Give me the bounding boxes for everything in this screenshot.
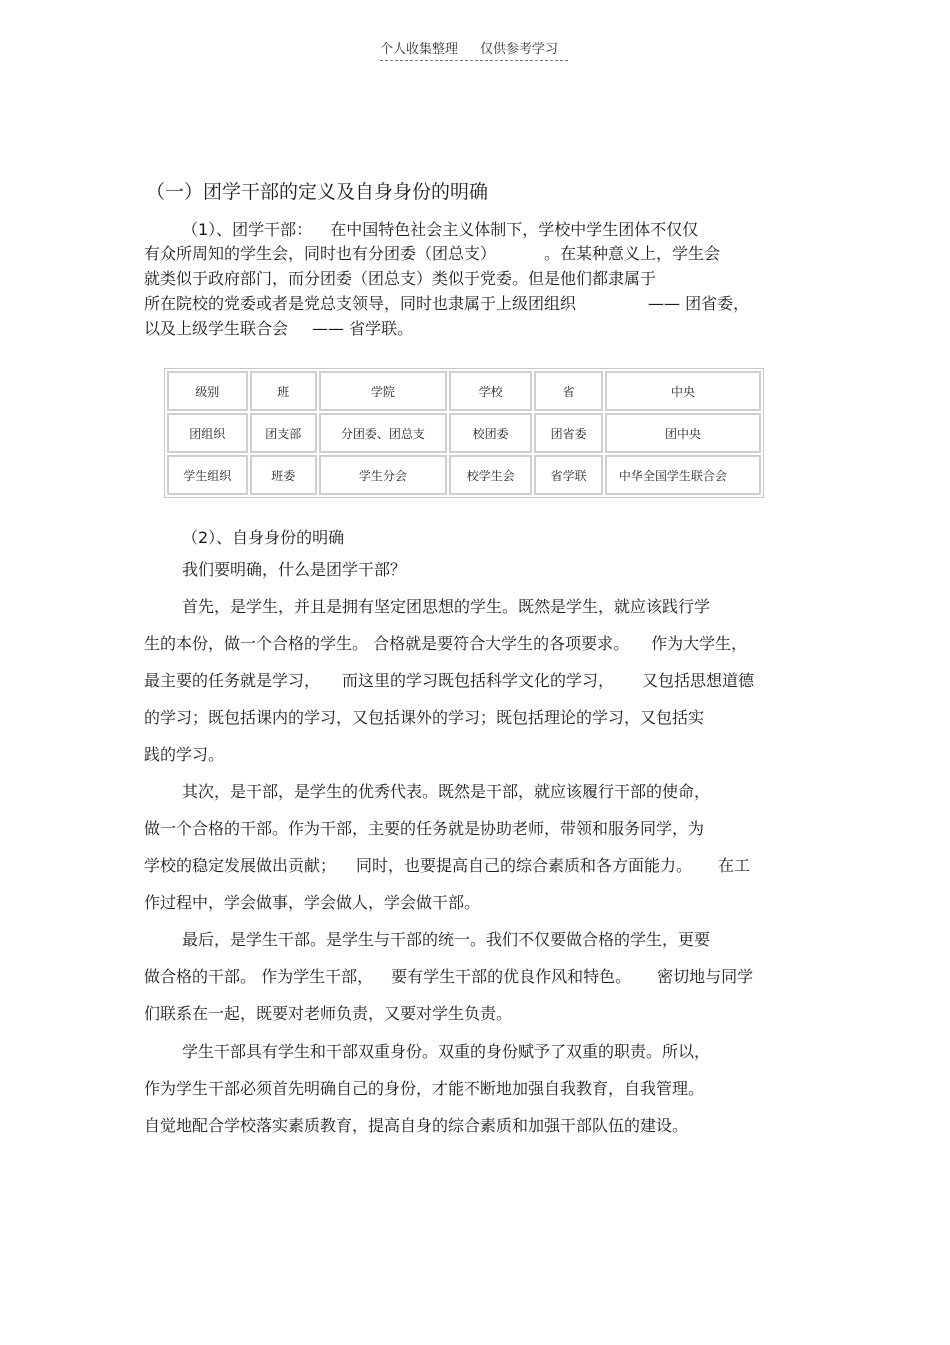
table-cell: 班委 (250, 455, 317, 495)
intro-text: 有众所周知的学生会，同时也有分团委（团总支） (144, 244, 497, 263)
intro-line-1 (182, 220, 698, 240)
intro-label: （1）、团学干部： (182, 220, 313, 239)
p1-text: 最主要的任务就是学习， (144, 671, 321, 690)
intro-line-2 (144, 244, 720, 264)
intro-line-3: 就类似于政府部门，而分团委（团总支）类似于党委。但是他们都隶属于 (144, 269, 657, 288)
table-cell: 团省委 (534, 413, 602, 453)
table-cell: 省 (534, 371, 602, 411)
table-row (167, 371, 761, 411)
table-cell: 学生分会 (319, 455, 447, 495)
p1-text: 又包括思想道德 (642, 671, 755, 690)
p4-line: 自觉地配合学校落实素质教育，提高自身的综合素质和加强干部队伍的建设。 (144, 1116, 689, 1135)
table-cell: 级别 (167, 371, 248, 411)
p2-line (144, 856, 750, 876)
p1-line: 首先，是学生，并且是拥有坚定团思想的学生。既然是学生，就应该践行学 (182, 597, 711, 616)
p1-line (144, 634, 747, 654)
intro-text: 以及上级学生联合会 (144, 319, 289, 338)
p1-text: 生的本份，做一个合格的学生。 合格就是要符合大学生的各项要求。 (144, 634, 630, 653)
table-cell: 团中央 (605, 413, 761, 453)
p2-line: 其次，是干部，是学生的优秀代表。既然是干部，就应该履行干部的使命， (182, 782, 711, 801)
table-cell: 班 (250, 371, 317, 411)
part2-question: 我们要明确，什么是团学干部？ (182, 560, 407, 579)
p2-text: 在工 (718, 856, 751, 875)
table-cell: 学生组织 (167, 455, 248, 495)
p1-text: 而这里的学习既包括科学文化的学习， (342, 671, 615, 690)
table-cell: 分团委、团总支 (319, 413, 447, 453)
p4-line: 学生干部具有学生和干部双重身份。双重的身份赋予了双重的职责。所以， (182, 1042, 711, 1061)
intro-text: —— 团省委， (648, 294, 750, 313)
organization-table (164, 368, 764, 498)
p2-text: 学校的稳定发展做出贡献； (144, 856, 337, 875)
p4-line: 作为学生干部必须首先明确自己的身份，才能不断地加强自我教育，自我管理。 (144, 1079, 705, 1098)
table-cell: 省学联 (534, 455, 602, 495)
p1-text: 作为大学生， (651, 634, 748, 653)
intro-text: 。在某种意义上，学生会 (544, 244, 721, 263)
intro-line-4 (144, 294, 749, 314)
table-cell: 中央 (605, 371, 761, 411)
p1-line: 的学习；既包括课内的学习，又包括课外的学习；既包括理论的学习，又包括实 (144, 708, 705, 727)
section-title: （一）团学干部的定义及自身身份的明确 (146, 181, 489, 203)
intro-line-5 (144, 319, 413, 339)
intro-text: 所在院校的党委或者是党总支领导，同时也隶属于上级团组织 (144, 294, 577, 313)
p3-line: 最后，是学生干部。是学生与干部的统一。我们不仅要做合格的学生，更要 (182, 930, 711, 949)
intro-text: —— 省学联。 (312, 319, 414, 338)
table-row (167, 455, 761, 495)
header-left-text: 个人收集整理 (380, 42, 459, 57)
table-cell: 校团委 (449, 413, 533, 453)
p1-line (144, 671, 754, 691)
p2-line: 做一个合格的干部。作为干部，主要的任务就是协助老师，带领和服务同学，为 (144, 819, 705, 838)
table-cell: 团组织 (167, 413, 248, 453)
part2-heading: （2）、自身身份的明确 (182, 528, 345, 547)
intro-text: 在中国特色社会主义体制下，学校中学生团体不仅仅 (330, 220, 699, 239)
header-right-text: 仅供参考学习 (480, 42, 559, 57)
table-cell: 团支部 (250, 413, 317, 453)
p2-text: 同时，也要提高自己的综合素质和各方面能力。 (356, 856, 693, 875)
table-cell: 中华全国学生联合会 (605, 455, 761, 495)
page-header (380, 38, 568, 61)
p1-line: 践的学习。 (144, 745, 225, 764)
table-cell: 学院 (319, 371, 447, 411)
p3-line: 们联系在一起，既要对老师负责，又要对学生负责。 (144, 1004, 513, 1023)
p3-text: 做合格的干部。 作为学生干部， (144, 967, 374, 986)
p3-line (144, 967, 753, 987)
table-row (167, 413, 761, 453)
table-cell: 学校 (449, 371, 533, 411)
p3-text: 要有学生干部的优良作风和特色。 (391, 967, 632, 986)
p3-text: 密切地与同学 (657, 967, 754, 986)
table-cell: 校学生会 (449, 455, 533, 495)
p2-line: 作过程中，学会做事，学会做人，学会做干部。 (144, 893, 481, 912)
